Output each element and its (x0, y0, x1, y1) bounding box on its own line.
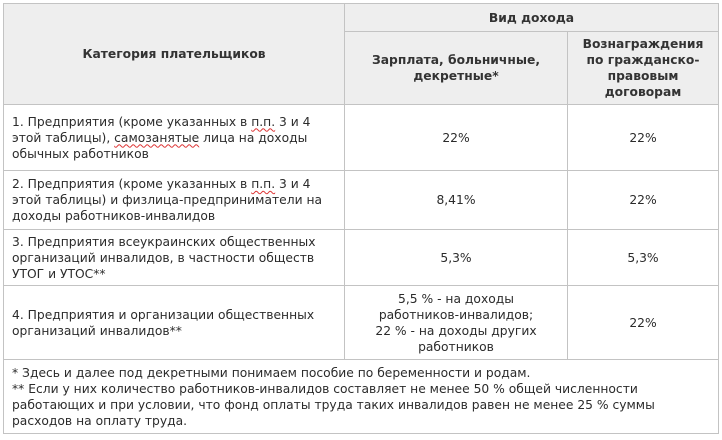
header-salary: Зарплата, больничные, декретные* (345, 32, 568, 105)
table-row (4, 171, 719, 230)
spellcheck-underline: самозанятые (114, 130, 200, 145)
header-income-type: Вид дохода (345, 4, 719, 32)
row-2-civil: 22% (568, 171, 719, 230)
table-row (4, 286, 719, 360)
row-3-civil: 5,3% (568, 230, 719, 286)
spellcheck-underline: п.п. (251, 114, 276, 129)
row-1-civil: 22% (568, 105, 719, 171)
row-1-category: 1. Предприятия (кроме указанных в п.п. 3 и 4 этой таблицы), самозанятые лица на доходы обычных работников (4, 105, 345, 171)
row-1-salary: 22% (345, 105, 568, 171)
footnotes (4, 360, 719, 434)
row-4-category: 4. Предприятия и организации общественных организаций инвалидов** (4, 286, 345, 360)
footnotes-row (4, 360, 719, 434)
spellcheck-underline: п.п. (251, 177, 276, 191)
table-row (4, 230, 719, 286)
row-4-salary: 5,5 % - на доходы работников-инвалидов; 22 % - на доходы других работников (345, 286, 568, 360)
row-3-salary: 5,3% (345, 230, 568, 286)
table-row (4, 105, 719, 171)
header-civil-contracts: Вознаграждения по гражданско-правовым договорам (568, 32, 719, 105)
row-2-salary: 8,41% (345, 171, 568, 230)
row-2-category: 2. Предприятия (кроме указанных в п.п. 3 и 4 этой таблицы) и физлица-предприниматели на доходы работников-инвалидов (4, 171, 345, 230)
tax-rates-table (3, 3, 719, 434)
footnote-2: ** Если у них количество работников-инвалидов составляет не менее 50 % общей численности работающих и при условии, что фонд оплаты труда таких инвалидов равен не менее 25 % суммы расходов на оплату труда. (12, 381, 655, 428)
header-category: Категория плательщиков (4, 4, 345, 105)
row-4-civil: 22% (568, 286, 719, 360)
row-3-category: 3. Предприятия всеукраинских общественных организаций инвалидов, в частности обществ УТОГ и УТОС** (4, 230, 345, 286)
footnote-1: * Здесь и далее под декретными понимаем пособие по беременности и родам. (12, 365, 531, 380)
